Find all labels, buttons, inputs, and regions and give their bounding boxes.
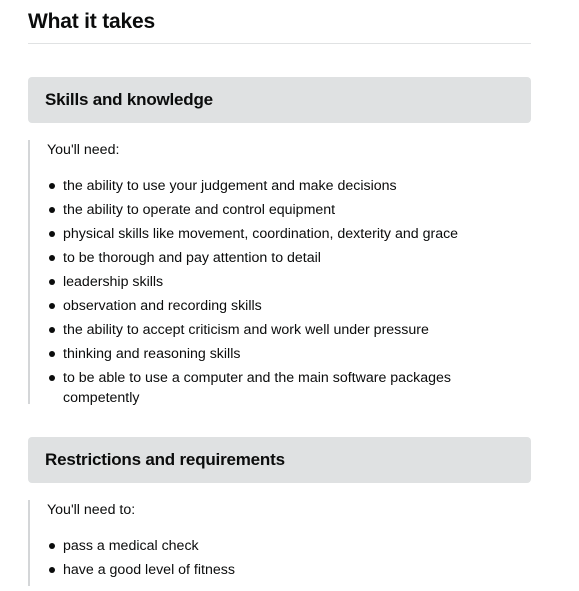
list-item <box>47 320 531 340</box>
bullet-icon <box>49 255 55 261</box>
page-content <box>28 0 531 586</box>
skills-list <box>47 176 531 408</box>
bullet-icon <box>49 543 55 549</box>
list-item <box>47 560 531 580</box>
section-restrictions-and-requirements <box>28 437 531 586</box>
bullet-icon <box>49 183 55 189</box>
list-item-text: the ability to operate and control equipment <box>63 202 336 218</box>
list-item-text: observation and recording skills <box>63 298 262 314</box>
list-item <box>47 536 531 556</box>
bullet-icon <box>49 327 55 333</box>
bullet-icon <box>49 375 55 381</box>
list-item-text: the ability to accept criticism and work well under pressure <box>63 322 429 338</box>
list-item-text: thinking and reasoning skills <box>63 346 241 362</box>
section-heading-skills: Skills and knowledge <box>28 77 531 123</box>
list-item <box>47 176 531 196</box>
list-item <box>47 296 531 316</box>
list-item <box>47 368 531 408</box>
bullet-icon <box>49 567 55 573</box>
list-item <box>47 200 531 220</box>
list-item <box>47 248 531 268</box>
list-item <box>47 344 531 364</box>
title-divider <box>28 43 531 44</box>
section-heading-restrictions: Restrictions and requirements <box>28 437 531 483</box>
list-item-text: have a good level of fitness <box>63 562 235 578</box>
bullet-icon <box>49 351 55 357</box>
requirements-list <box>47 536 531 580</box>
section-intro: You'll need: <box>47 142 120 158</box>
section-skills-and-knowledge <box>28 77 531 404</box>
list-item <box>47 224 531 244</box>
list-item-text: pass a medical check <box>63 538 199 554</box>
page-title: What it takes <box>28 10 155 33</box>
bullet-icon <box>49 231 55 237</box>
list-item-text: to be able to use a computer and the main software packages competently <box>63 370 452 406</box>
section-body-skills <box>28 140 531 404</box>
bullet-icon <box>49 207 55 213</box>
list-item-text: to be thorough and pay attention to detail <box>63 250 321 266</box>
section-body-restrictions <box>28 500 531 586</box>
list-item <box>47 272 531 292</box>
list-item-text: the ability to use your judgement and make decisions <box>63 178 397 194</box>
bullet-icon <box>49 279 55 285</box>
list-item-text: physical skills like movement, coordination, dexterity and grace <box>63 226 459 242</box>
list-item-text: leadership skills <box>63 274 164 290</box>
bullet-icon <box>49 303 55 309</box>
section-intro: You'll need to: <box>47 502 136 518</box>
